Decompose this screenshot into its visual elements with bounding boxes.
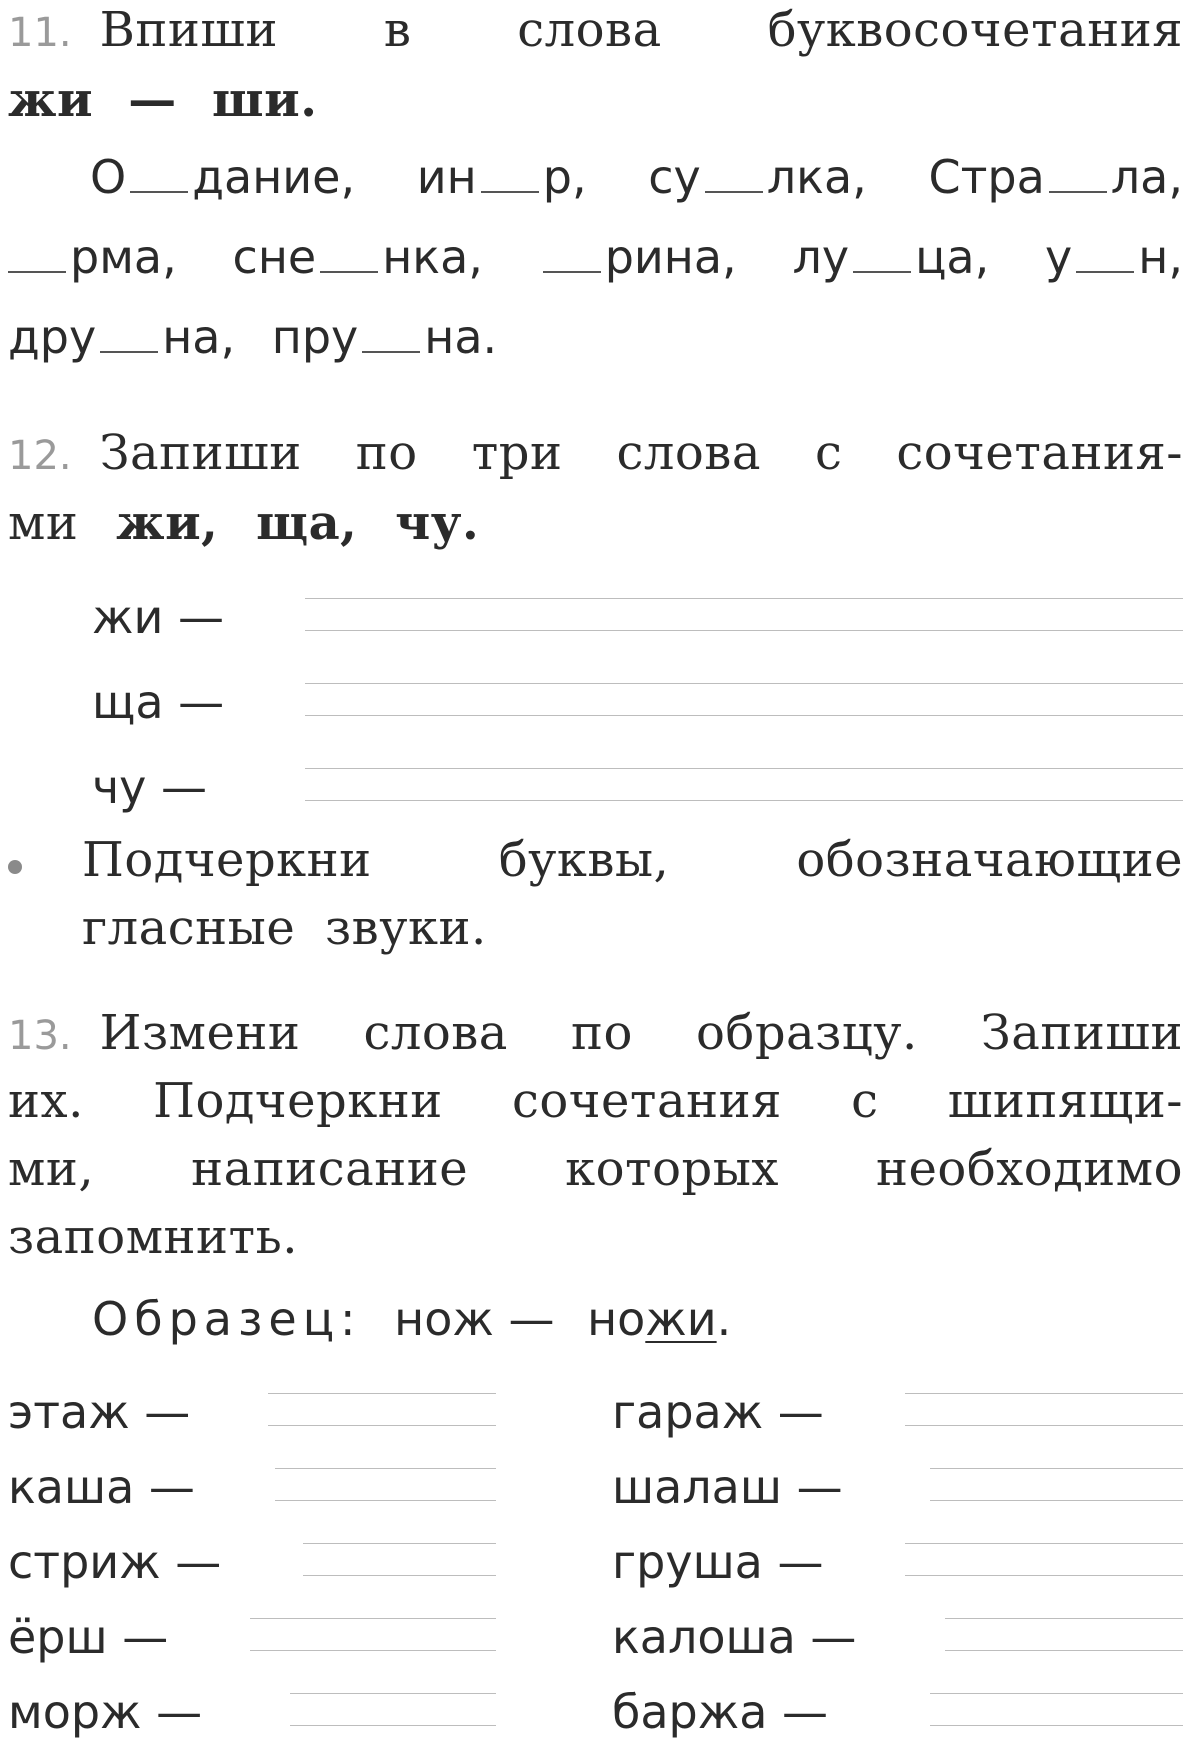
- task-word: Впиши: [99, 2, 278, 58]
- task-word: сочетания-: [896, 425, 1183, 481]
- bullet-icon: [8, 860, 22, 874]
- answer-line[interactable]: [268, 1393, 496, 1394]
- word-item: гараж —: [612, 1385, 824, 1439]
- answer-line[interactable]: [930, 1725, 1183, 1726]
- word-item: стриж —: [8, 1535, 222, 1589]
- letter-combination: жи,: [116, 495, 219, 551]
- sample-label: Образец:: [92, 1292, 362, 1346]
- exercise-line-3: дру на, пру на.: [8, 310, 498, 364]
- blank-slot[interactable]: [130, 161, 188, 193]
- answer-line[interactable]: [930, 1468, 1183, 1469]
- word-item: ёрш —: [8, 1610, 169, 1664]
- combo-label-zhi: жи —: [92, 590, 224, 644]
- task-word: по: [355, 425, 418, 481]
- task-11-line-1: [8, 2, 1183, 62]
- answer-line[interactable]: [268, 1425, 496, 1426]
- answer-line[interactable]: [290, 1693, 496, 1694]
- word-item: груша —: [612, 1535, 824, 1589]
- sample-result: ножи.: [587, 1292, 732, 1346]
- blank-slot[interactable]: [705, 161, 763, 193]
- task-word: слова: [616, 425, 761, 481]
- answer-line[interactable]: [305, 683, 1183, 684]
- letter-combination: жи — ши: [8, 72, 301, 128]
- answer-line[interactable]: [303, 1575, 496, 1576]
- blank-slot[interactable]: [320, 241, 378, 273]
- word-item: морж —: [8, 1685, 203, 1739]
- word-item: каша —: [8, 1460, 195, 1514]
- bullet-instruction-line-1: Подчеркни буквы, обозначающие: [82, 832, 1183, 888]
- answer-line[interactable]: [305, 715, 1183, 716]
- answer-line[interactable]: [930, 1693, 1183, 1694]
- exercise-line-2: рма, сне нка, рина, лу ца, у н,: [8, 230, 1183, 284]
- word-item: этаж —: [8, 1385, 191, 1439]
- bullet-instruction-line-2: гласные звуки.: [82, 900, 487, 956]
- blank-slot[interactable]: [8, 241, 66, 273]
- answer-line[interactable]: [905, 1393, 1183, 1394]
- answer-line[interactable]: [305, 800, 1183, 801]
- answer-line[interactable]: [945, 1650, 1183, 1651]
- sample-line: [92, 1292, 731, 1346]
- combo-label-chu: чу —: [92, 760, 208, 814]
- blank-slot[interactable]: [543, 241, 601, 273]
- answer-line[interactable]: [930, 1500, 1183, 1501]
- answer-line[interactable]: [945, 1618, 1183, 1619]
- exercise-line-1: О дание, ин р, су лка, Стра ла,: [90, 150, 1183, 204]
- task-11-line-2: жи — ши.: [8, 72, 318, 128]
- task-12-number: 12.: [8, 433, 72, 479]
- answer-line[interactable]: [905, 1575, 1183, 1576]
- answer-line[interactable]: [275, 1468, 496, 1469]
- letter-combination: ща,: [256, 495, 358, 551]
- task-12-line-1: [8, 425, 1183, 481]
- word-item: баржа —: [612, 1685, 829, 1739]
- blank-slot[interactable]: [853, 241, 911, 273]
- answer-line[interactable]: [905, 1425, 1183, 1426]
- answer-line[interactable]: [305, 598, 1183, 599]
- task-13-line-4: запомнить.: [8, 1209, 298, 1265]
- task-11-number: 11.: [8, 10, 72, 56]
- blank-slot[interactable]: [1049, 161, 1107, 193]
- task-word: буквосочетания: [767, 2, 1183, 58]
- blank-slot[interactable]: [481, 161, 539, 193]
- letter-combination: чу: [395, 495, 463, 551]
- task-word: с: [814, 425, 843, 481]
- task-13-line-1: 13. Измени слова по образцу. Запиши: [8, 1005, 1183, 1061]
- task-word: три: [471, 425, 563, 481]
- task-word: слова: [517, 2, 662, 58]
- answer-line[interactable]: [905, 1543, 1183, 1544]
- task-13-line-2: их. Подчеркни сочетания с шипящи-: [8, 1073, 1183, 1129]
- word-item: калоша —: [612, 1610, 857, 1664]
- blank-slot[interactable]: [362, 321, 420, 353]
- answer-line[interactable]: [305, 768, 1183, 769]
- answer-line[interactable]: [250, 1618, 496, 1619]
- task-13-number: 13.: [8, 1013, 72, 1059]
- answer-line[interactable]: [275, 1500, 496, 1501]
- combo-label-shcha: ща —: [92, 675, 225, 729]
- answer-line[interactable]: [305, 630, 1183, 631]
- word-item: шалаш —: [612, 1460, 843, 1514]
- blank-slot[interactable]: [100, 321, 158, 353]
- task-word: Запиши: [99, 425, 302, 481]
- sample-word: нож —: [394, 1292, 555, 1346]
- blank-slot[interactable]: [1076, 241, 1134, 273]
- task-12-line-2: ми жи, ща, чу.: [8, 495, 480, 551]
- task-13-line-3: ми, написание которых необходимо: [8, 1141, 1183, 1197]
- answer-line[interactable]: [250, 1650, 496, 1651]
- answer-line[interactable]: [303, 1543, 496, 1544]
- answer-line[interactable]: [290, 1725, 496, 1726]
- task-word: в: [383, 2, 412, 58]
